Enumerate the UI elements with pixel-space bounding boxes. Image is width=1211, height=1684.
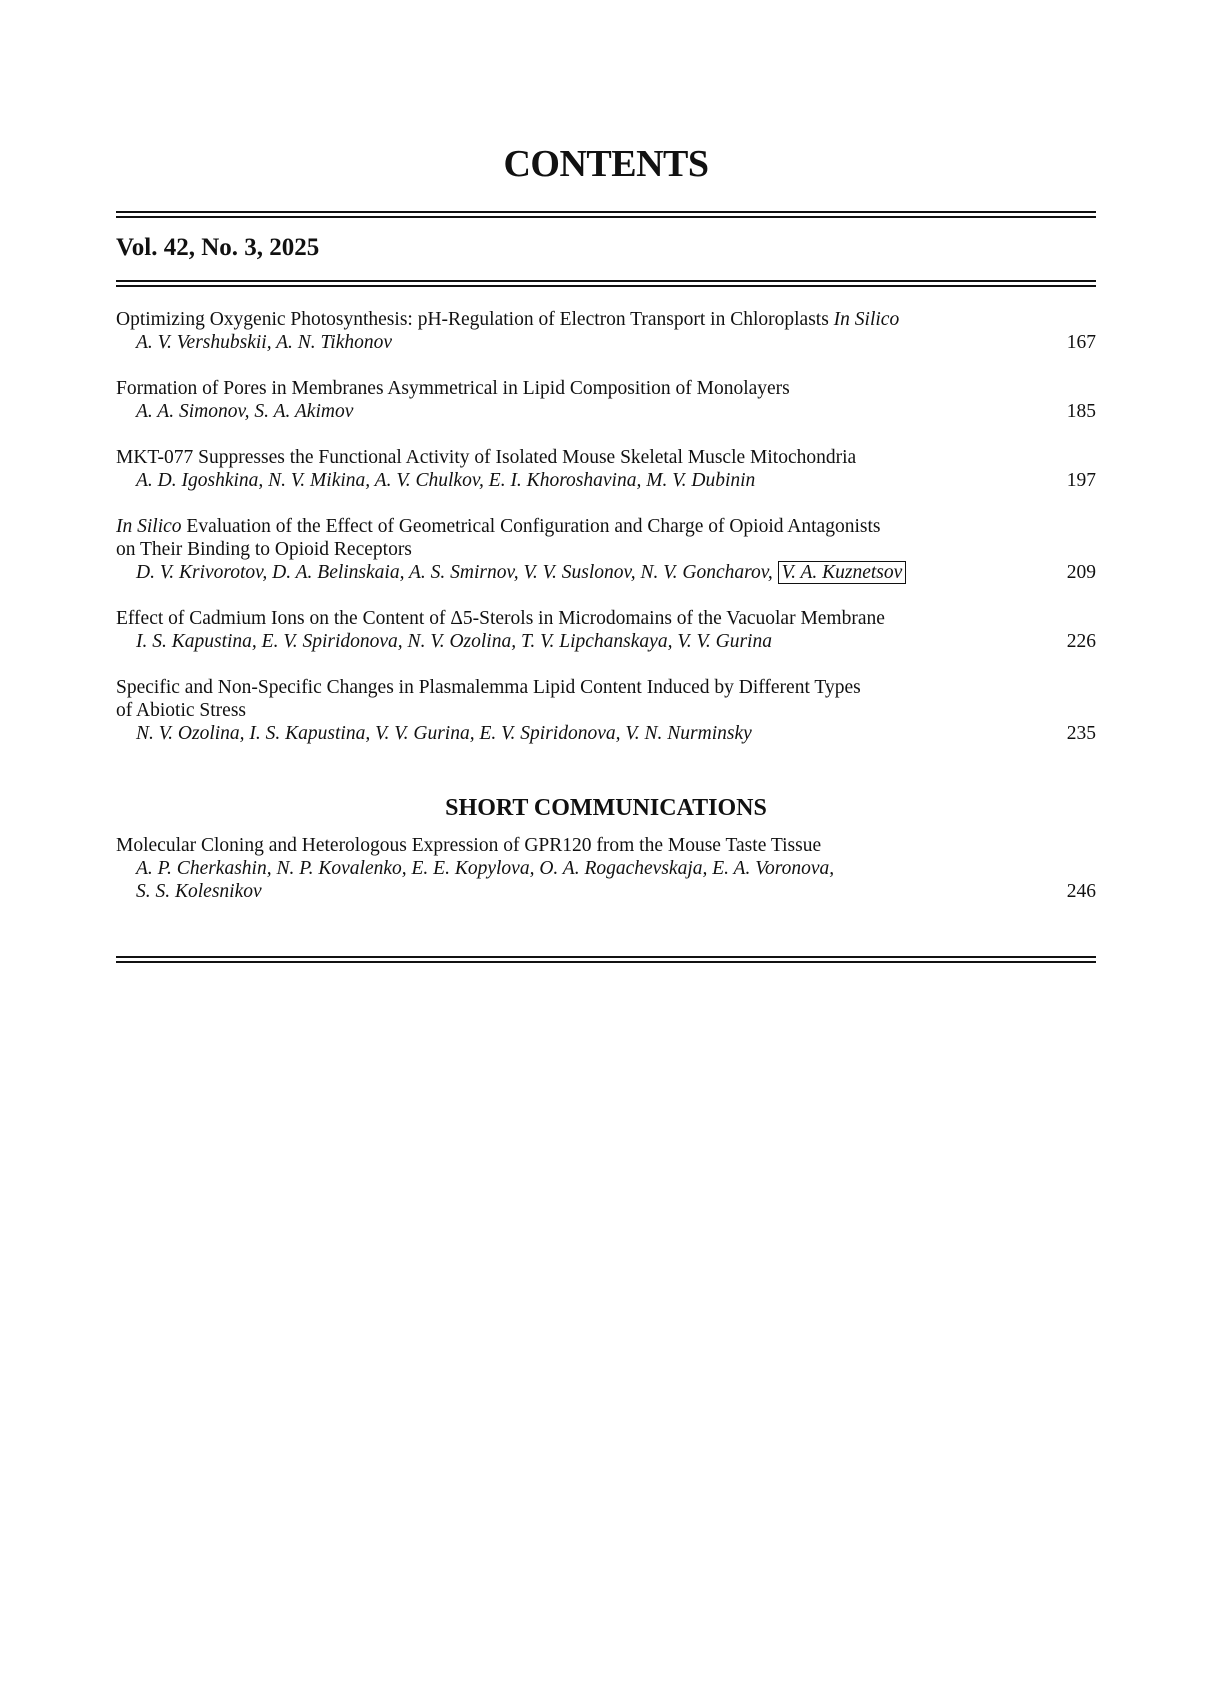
entry-title[interactable]: In Silico Evaluation of the Effect of Geometrical Configuration and Charge of Opioid Antagonists (116, 516, 881, 537)
toc-entry[interactable] (116, 834, 1096, 903)
entry-authors: A. P. Cherkashin, N. P. Kovalenko, E. E. Kopylova, O. A. Rogachevskaja, E. A. Voronova, (136, 858, 835, 879)
entry-authors-line2: S. S. Kolesnikov (136, 881, 262, 902)
entry-title[interactable]: Optimizing Oxygenic Photosynthesis: pH-Regulation of Electron Transport in Chloroplasts In Silico (116, 309, 900, 330)
entry-title[interactable]: Effect of Cadmium Ions on the Content of Δ5-Sterols in Microdomains of the Vacuolar Membrane (116, 608, 885, 629)
entry-title[interactable]: Formation of Pores in Membranes Asymmetrical in Lipid Composition of Monolayers (116, 378, 790, 399)
entry-title-line2[interactable]: of Abiotic Stress (116, 700, 246, 721)
toc-entry[interactable] (116, 676, 1096, 745)
bottom-divider (116, 956, 1096, 963)
toc-entry[interactable] (116, 446, 1096, 492)
entry-title-line2[interactable]: on Their Binding to Opioid Receptors (116, 539, 412, 560)
volume-divider (116, 280, 1096, 287)
toc-entry[interactable] (116, 377, 1096, 423)
entry-page-number: 197 (1066, 470, 1096, 491)
entry-authors: A. V. Vershubskii, A. N. Tikhonov (136, 332, 393, 353)
entry-authors: I. S. Kapustina, E. V. Spiridonova, N. V. Ozolina, T. V. Lipchanskaya, V. V. Gurina (136, 631, 772, 652)
section-heading: SHORT COMMUNICATIONS (445, 795, 767, 821)
entry-authors: A. D. Igoshkina, N. V. Mikina, A. V. Chulkov, E. I. Khoroshavina, M. V. Dubinin (136, 470, 756, 491)
volume-heading: Vol. 42, No. 3, 2025 (116, 234, 320, 261)
toc-entry[interactable] (116, 515, 1096, 584)
entry-title[interactable]: MKT-077 Suppresses the Functional Activity of Isolated Mouse Skeletal Muscle Mitochondria (116, 447, 857, 468)
toc-entry[interactable] (116, 308, 1096, 354)
entry-authors: A. A. Simonov, S. A. Akimov (136, 401, 354, 422)
entry-authors: N. V. Ozolina, I. S. Kapustina, V. V. Gurina, E. V. Spiridonova, V. N. Nurminsky (136, 723, 752, 744)
entry-page-number: 246 (1066, 881, 1096, 902)
toc-entry[interactable] (116, 607, 1096, 653)
title-divider (116, 211, 1096, 218)
entry-page-number: 235 (1066, 723, 1096, 744)
entry-page-number: 167 (1066, 332, 1096, 353)
entry-title[interactable]: Specific and Non-Specific Changes in Plasmalemma Lipid Content Induced by Different Types (116, 677, 861, 698)
entry-page-number: 185 (1066, 401, 1096, 422)
deceased-author-box: V. A. Kuznetsov (778, 561, 907, 584)
entry-title[interactable]: Molecular Cloning and Heterologous Expression of GPR120 from the Mouse Taste Tissue (116, 835, 822, 856)
entry-authors: D. V. Krivorotov, D. A. Belinskaia, A. S. Smirnov, V. V. Suslonov, N. V. Goncharov, V. A. Kuznetsov (116, 561, 996, 584)
page-title: CONTENTS (503, 143, 709, 185)
entry-page-number: 209 (1066, 562, 1096, 583)
entry-page-number: 226 (1066, 631, 1096, 652)
